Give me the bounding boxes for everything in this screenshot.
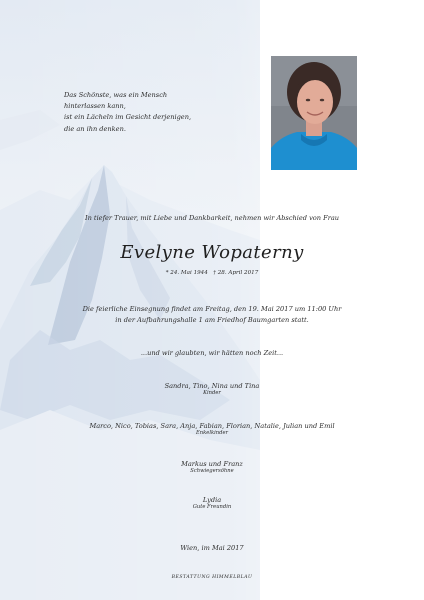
- ceremony-line: in der Aufbahrungshalle 1 am Friedhof Baumgarten statt.: [115, 316, 309, 324]
- undertaker-name: BESTATTUNG HIMMELBLAU: [171, 575, 253, 580]
- family-role: Enkelkinder: [195, 430, 228, 436]
- memorial-quote: [64, 90, 191, 135]
- ceremony-notice: [0, 304, 424, 326]
- life-dates: [0, 270, 424, 276]
- family-group-children: [0, 382, 424, 396]
- family-role: Kinder: [203, 390, 221, 396]
- intro-text: In tiefer Trauer, mit Liebe und Dankbarkeit, nehmen wir Abschied von Frau: [84, 214, 340, 222]
- portrait-photo: [271, 56, 357, 170]
- quote-line: ist ein Lächeln im Gesicht derjenigen,: [64, 113, 192, 122]
- family-group-friend: [0, 496, 424, 510]
- quote-line: hinterlassen kann,: [64, 102, 126, 111]
- portrait-image: [271, 56, 357, 170]
- family-group-sons-in-law: [0, 460, 424, 474]
- family-names: Markus und Franz: [181, 460, 243, 468]
- family-role: Gute Freundin: [192, 504, 232, 510]
- quote-line: die an ihn denken.: [64, 124, 126, 133]
- ceremony-line: Die feierliche Einsegnung findet am Freitag, den 19. Mai 2017 um 11:00 Uhr: [82, 305, 342, 313]
- family-group-grandchildren: [0, 422, 424, 436]
- death-date: † 28. April 2017: [213, 270, 259, 276]
- quote-line: Das Schönste, was ein Mensch: [64, 91, 168, 99]
- saying-text: ...und wir glaubten, wir hätten noch Zeit...: [140, 349, 284, 357]
- family-names: Lydia: [202, 496, 222, 504]
- family-names: Marco, Nico, Tobias, Sara, Anja, Fabian, Florian, Natalie, Julian und Emil: [89, 422, 335, 430]
- place-date: Wien, im Mai 2017: [180, 544, 244, 552]
- family-role: Schwiegersöhne: [190, 468, 234, 474]
- family-names: Sandra, Tino, Nina und Tina: [164, 382, 260, 390]
- birth-date: * 24. Mai 1944: [165, 270, 208, 276]
- deceased-name: Evelyne Wopaterny: [120, 242, 304, 263]
